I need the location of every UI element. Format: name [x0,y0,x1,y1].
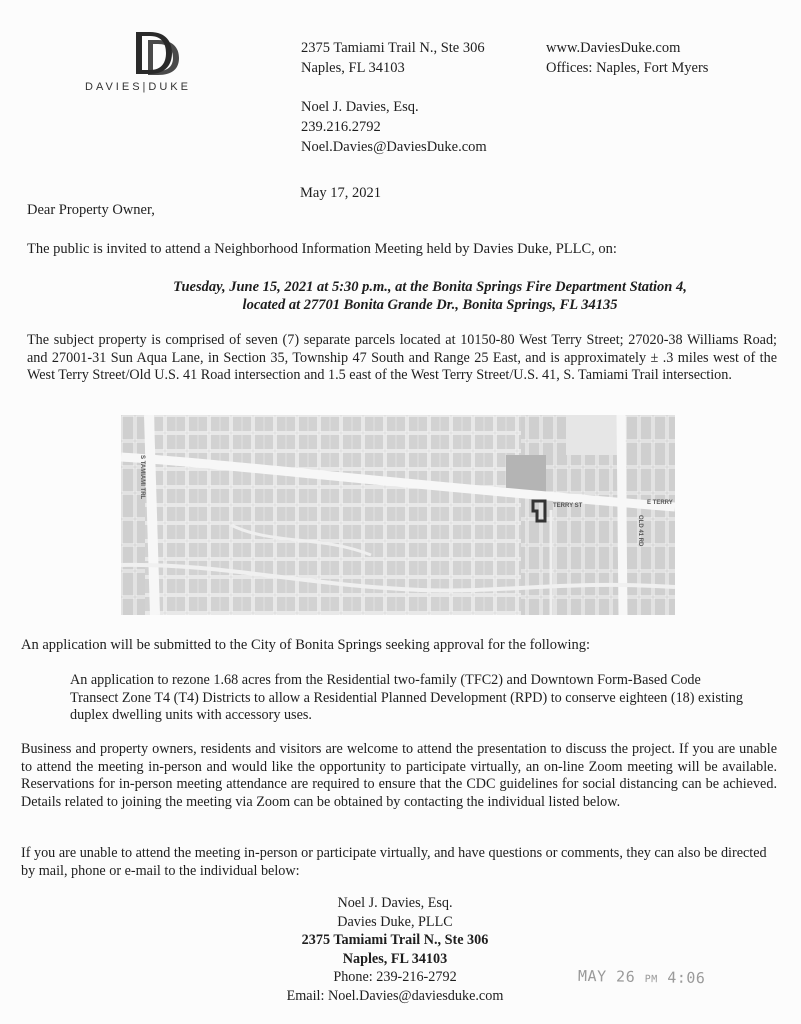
signature-block [230,894,560,1005]
signature-firm: Davies Duke, PLLC [337,913,453,930]
map-label-tamiami: S TAMIAMI TRL [139,455,145,500]
salutation: Dear Property Owner, [27,202,155,218]
address-line-1: 2375 Tamiami Trail N., Ste 306 [301,40,485,56]
questions-paragraph: If you are unable to attend the meeting in-person or participate virtually, and have questions or comments, they can also be directed by mail, phone or e-mail to the individual below: [21,845,767,879]
stamp-date: MAY 26 [577,966,636,986]
application-body: An application to rezone 1.68 acres from the Residential two-family (TFC2) and Downtown Form-Based Code Transect Zone T4 (T4) Districts to allow a Residential Planned Development (RPD) to conserve eighteen (18) existing duplex dwelling units with accessory uses. [70,672,743,723]
davies-duke-logo-icon [132,30,182,76]
application-intro: An application will be submitted to the City of Bonita Springs seeking approval for the following: [21,637,591,653]
contact-email[interactable]: Noel.Davies@DaviesDuke.com [301,139,487,155]
firm-address [301,38,485,78]
firm-web-info [546,38,708,78]
letter-date: May 17, 2021 [300,185,381,201]
logo-wordmark: DAVIES|DUKE [85,81,191,93]
received-stamp [578,967,706,987]
signature-address-1: 2375 Tamiami Trail N., Ste 306 [301,932,489,948]
intro-text: The public is invited to attend a Neighborhood Information Meeting held by Davies Duke, PLLC, on: [27,241,617,257]
map-graphic [121,415,675,615]
map-label-terry: TERRY ST [553,503,583,509]
offices-text: Offices: Naples, Fort Myers [546,60,709,76]
map-label-terry-east: E TERRY [647,500,673,506]
contact-name: Noel J. Davies, Esq. [301,99,419,115]
location-map [121,415,675,615]
address-line-2: Naples, FL 34103 [301,60,405,76]
map-label-old41: OLD 41 RD [637,515,643,547]
stamp-time: 4:06 [667,968,706,988]
contact-phone: 239.216.2792 [301,119,381,135]
stamp-ampm: PM [644,974,658,986]
signature-email[interactable]: Email: Noel.Davies@daviesduke.com [286,987,504,1004]
signature-address-2: Naples, FL 34103 [342,950,448,967]
contact-block [301,97,487,157]
property-paragraph: The subject property is comprised of seven (7) separate parcels located at 10150-80 West Terry Street; 27020-38 Williams Road; and 27001-31 Sun Aqua Lane, in Section 35, Township 47 South and Range 25 East, and is approximately ± .3 miles west of the West Terry Street/Old U.S. 41 Road intersection and 1.5 east of the West Terry Street/U.S. 41, S. Tamiami Trail intersection. [27,332,777,383]
website-link[interactable]: www.DaviesDuke.com [546,40,681,56]
meeting-details [120,278,740,314]
attendance-paragraph: Business and property owners, residents and visitors are welcome to attend the presentation to discuss the project. If you are unable to attend the meeting in-person and would like the opportunity to participate virtually, an on-line Zoom meeting will be available. Reservations for in-person meeting attendance are required to ensure that the CDC guidelines for social distancing can be achieved. Details related to joining the meeting via Zoom can be obtained by contacting the individual listed below. [21,741,777,810]
signature-phone: Phone: 239-216-2792 [333,969,457,985]
signature-name: Noel J. Davies, Esq. [337,895,453,911]
meeting-line-1: Tuesday, June 15, 2021 at 5:30 p.m., at the Bonita Springs Fire Department Station 4, [173,279,687,295]
meeting-line-2: located at 27701 Bonita Grande Dr., Bonita Springs, FL 34135 [242,297,618,313]
